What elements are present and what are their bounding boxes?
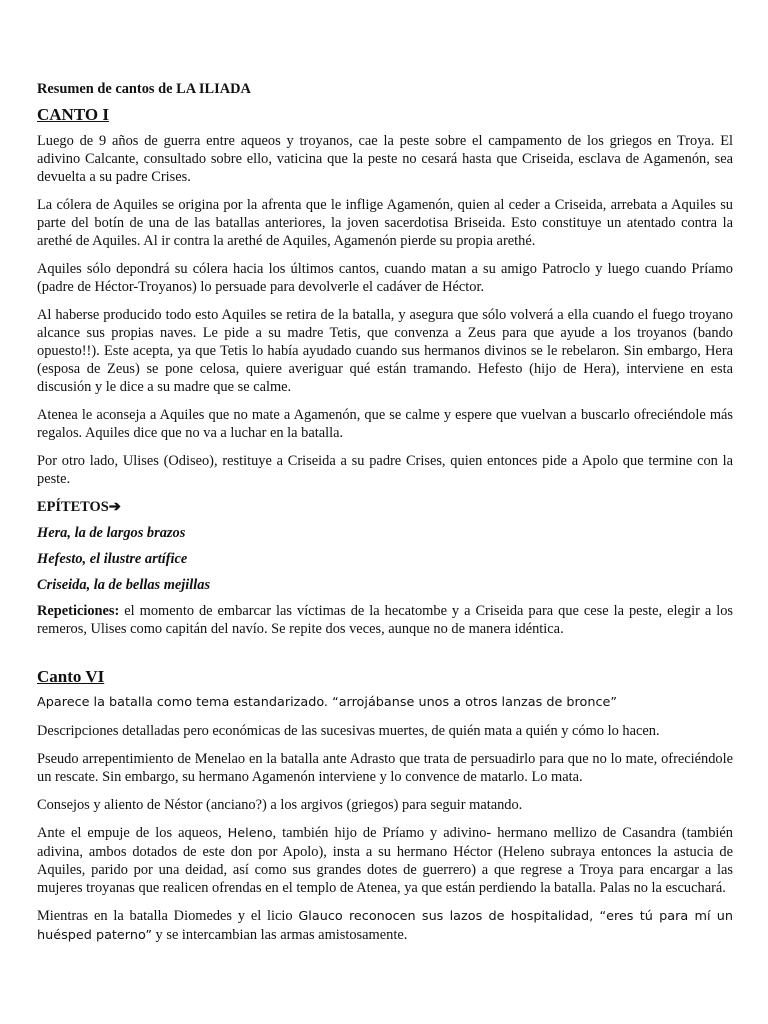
document-page: [37, 80, 733, 955]
canto-vi-heading: Canto VI: [37, 667, 105, 686]
repeticiones-text: el momento de embarcar las víctimas de la hecatombe y a Criseida para que cese la peste, elegir a los remeros, Ulises como capitán del navío. Se repite dos veces, aunque no de manera idéntica.: [37, 603, 733, 637]
glauco-mid: reconocen sus lazos de hospitalidad,: [342, 909, 600, 924]
canto-vi-paragraph-4: Consejos y aliento de Néstor (anciano?) a los argivos (griegos) para seguir matando.: [37, 797, 523, 813]
repeticiones-label: Repeticiones:: [37, 603, 120, 619]
section-spacer: [37, 648, 733, 667]
document-title: Resumen de cantos de LA ILIADA: [37, 81, 251, 97]
glauco-name: Glauco: [298, 909, 343, 924]
glauco-after: y se intercambian las armas amistosamente.: [151, 927, 408, 943]
arrow-right-icon: ➔: [108, 499, 121, 515]
canto-vi-paragraph-1: Aparece la batalla como tema estandarizado. “arrojábanse unos a otros lanzas de bronce”: [37, 695, 617, 710]
epitetos-label: EPÍTETOS: [37, 499, 109, 515]
canto-i-heading: CANTO I: [37, 105, 109, 124]
heleno-name: Heleno: [227, 826, 273, 841]
epiteto-hefesto: Hefesto, el ilustre artífice: [37, 551, 188, 567]
canto-i-paragraph-4: Al haberse producido todo esto Aquiles se retira de la batalla, y asegura que sólo volverá a ella cuando el fuego troyano alcance sus propias naves. Le pide a su madre Tetis, que convenza a Zeus para que ayude a los troyanos (bando opuesto!!). Este acepta, ya que Tetis lo había ayudado cuando sus hermanos divinos se le rebelaron. Sin embargo, Hera (esposa de Zeus) se pone celosa, quiere averiguar qué están tramando. Hefesto (hijo de Hera), interviene en esta discusión y le dice a su madre que se calme.: [37, 307, 733, 395]
epiteto-criseida: Criseida, la de bellas mejillas: [37, 577, 211, 593]
heleno-before: Ante el empuje de los aqueos,: [37, 825, 228, 841]
glauco-quote: “eres tú para mí un huésped paterno”: [37, 909, 733, 943]
canto-vi-paragraph-2: Descripciones detalladas pero económicas de las sucesivas muertes, de quién mata a quién y cómo lo hacen.: [37, 723, 660, 739]
heleno-after: , también hijo de Príamo y adivino- hermano mellizo de Casandra (también adivina, ambos dotados de este don por Apolo), insta a su hermano Héctor (Heleno subraya entonces la astucia de Aquiles, parido por una deidad, así como sus grandes dotes de guerrero) a que regrese a Troya para encargar a las mujeres troyanas que realicen ofrendas en el templo de Atenea, ya que están perdiendo la batalla. Palas no la escuchará.: [37, 825, 733, 896]
canto-i-paragraph-5: Atenea le aconseja a Aquiles que no mate a Agamenón, que se calme y espere que vuelvan a buscarlo ofreciéndole más regalos. Aquiles dice que no va a luchar en la batalla.: [37, 407, 733, 441]
canto-i-paragraph-3: Aquiles sólo depondrá su cólera hacia los últimos cantos, cuando matan a su amigo Patroclo y luego cuando Príamo (padre de Héctor-Troyanos) lo persuade para devolverle el cadáver de Héctor.: [37, 261, 733, 295]
canto-vi-paragraph-3: Pseudo arrepentimiento de Menelao en la batalla ante Adrasto que trata de persuadirlo para que no lo mate, ofreciéndole un rescate. Sin embargo, su hermano Agamenón interviene y lo convence de matarlo. Lo mata.: [37, 751, 733, 785]
canto-i-paragraph-6: Por otro lado, Ulises (Odiseo), restituye a Criseida a su padre Crises, quien entonces pide a Apolo que termine con la peste.: [37, 453, 733, 487]
canto-i-paragraph-1: Luego de 9 años de guerra entre aqueos y troyanos, cae la peste sobre el campamento de los griegos en Troya. El adivino Calcante, consultado sobre ello, vaticina que la peste no cesará hasta que Criseida, esclava de Agamenón, sea devuelta a su padre Crises.: [37, 133, 733, 185]
canto-vi-paragraph-5: [37, 824, 733, 897]
canto-vi-paragraph-6: [37, 907, 733, 945]
canto-i-paragraph-2: La cólera de Aquiles se origina por la afrenta que le inflige Agamenón, quien al ceder a Criseida, arrebata a Aquiles su parte del botín de una de las batallas anteriores, la joven sacerdotisa Briseida. Esto constituye un atentado contra la arethé de Aquiles. Al ir contra la arethé de Aquiles, Agamenón pierde su propia arethé.: [37, 197, 733, 249]
repeticiones-paragraph: [37, 602, 733, 638]
glauco-before: Mientras en la batalla Diomedes y el licio: [37, 908, 299, 924]
epiteto-hera: Hera, la de largos brazos: [37, 525, 186, 541]
epitetos-heading: [37, 498, 733, 516]
